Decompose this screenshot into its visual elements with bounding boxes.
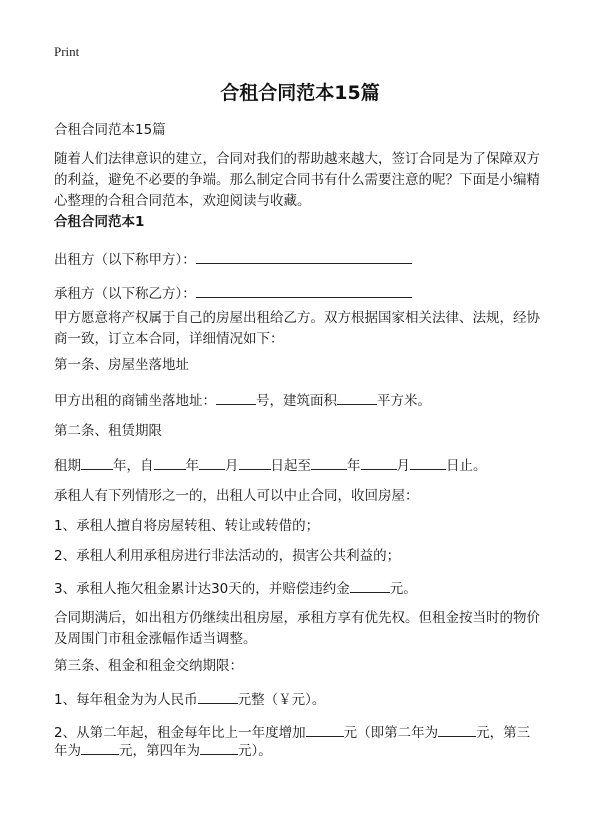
- start-month-blank: [199, 454, 225, 470]
- rent-item: [54, 688, 554, 711]
- termination-intro: 承租人有下列情形之一的，出租人可以中止合同，收回房屋：: [54, 488, 419, 504]
- end-year-blank: [311, 454, 347, 470]
- agreement-paragraph: 甲方愿意将产权属于自己的房屋出租给乙方。双方根据国家相关法律、法规，经协商一致，订立本合同，详细情况如下：: [54, 310, 540, 347]
- address-line: [54, 389, 554, 412]
- address-number-blank: [216, 389, 256, 405]
- term-text: 日起至: [270, 458, 311, 474]
- term-text: 月: [225, 458, 239, 474]
- term-line: [54, 454, 554, 477]
- annual-rent-blank: [198, 688, 238, 704]
- rent-increase-text: 元）。: [238, 743, 272, 759]
- renewal-paragraph: 合同期满后，如出租方仍继续出租房屋，承租方享有优先权。但租金按当时的物价及周围门市租金涨幅作适当调整。: [54, 610, 540, 647]
- rent-increase-line-2: [54, 739, 554, 762]
- rent-increase-text: 年为: [54, 743, 81, 759]
- term-text: 租期: [54, 458, 81, 474]
- increase-blank: [306, 721, 344, 737]
- address-text-1: 甲方出租的商铺坐落地址：: [54, 393, 216, 409]
- term-text: 年: [347, 458, 361, 474]
- lessee-line: [54, 282, 554, 305]
- year-3-blank: [81, 739, 119, 755]
- term-text: 日止。: [446, 458, 487, 474]
- penalty-blank: [350, 577, 390, 593]
- term-text: 年: [185, 458, 199, 474]
- year-4-blank: [200, 739, 238, 755]
- termination-item: 2、承租人利用承租房进行非法活动的，损害公共利益的；: [54, 548, 401, 564]
- rent-increase-text: 2、从第二年起，租金每年比上一年度增加: [54, 725, 306, 741]
- penalty-text: 元。: [389, 581, 417, 597]
- rent-increase-text: 元，第四年为: [119, 743, 200, 759]
- lessee-label: 承租方（以下称乙方）：: [54, 286, 196, 302]
- term-years-blank: [81, 454, 113, 470]
- start-year-blank: [154, 454, 186, 470]
- end-month-blank: [361, 454, 397, 470]
- year-2-blank: [438, 721, 476, 737]
- rent-text: 1、每年租金为为人民币: [54, 692, 198, 708]
- termination-item: [54, 577, 554, 600]
- end-day-blank: [410, 454, 446, 470]
- section-heading: 合租合同范本1: [54, 214, 145, 230]
- article-1-title: 第一条、房屋坐落地址: [54, 357, 189, 373]
- address-text-2: 号，建筑面积: [256, 393, 337, 409]
- rent-text: 元整（￥元）。: [237, 692, 326, 708]
- term-text: 年，自: [113, 458, 154, 474]
- document-subtitle: 合租合同范本15篇: [54, 122, 166, 138]
- intro-paragraph: 随着人们法律意识的建立，合同对我们的帮助越来越大，签订合同是为了保障双方的利益，避免不必要的争端。那么制定合同书有什么需要注意的呢？下面是小编精心整理的合租合同范本，欢迎阅读与收藏。: [54, 151, 540, 209]
- lessor-blank: [196, 248, 412, 264]
- lessor-line: [54, 248, 554, 271]
- rent-increase-text: 元，第三: [476, 725, 531, 741]
- page-title: 合租合同范本15篇: [220, 82, 380, 104]
- term-text: 月: [396, 458, 410, 474]
- article-3-title: 第三条、租金和租金交纳期限：: [54, 658, 243, 674]
- address-text-3: 平方米。: [377, 393, 431, 409]
- rent-increase-text: 元（即第二年为: [343, 725, 439, 741]
- area-blank: [337, 389, 377, 405]
- lessor-label: 出租方（以下称甲方）：: [54, 252, 196, 268]
- penalty-text: 3、承租人拖欠租金累计达30天的，并赔偿违约金: [54, 581, 350, 597]
- article-2-title: 第二条、租赁期限: [54, 423, 162, 439]
- start-day-blank: [239, 454, 271, 470]
- termination-item: 1、承租人擅自将房屋转租、转让或转借的；: [54, 518, 320, 534]
- lessee-blank: [196, 282, 412, 298]
- print-link[interactable]: Print: [54, 44, 80, 59]
